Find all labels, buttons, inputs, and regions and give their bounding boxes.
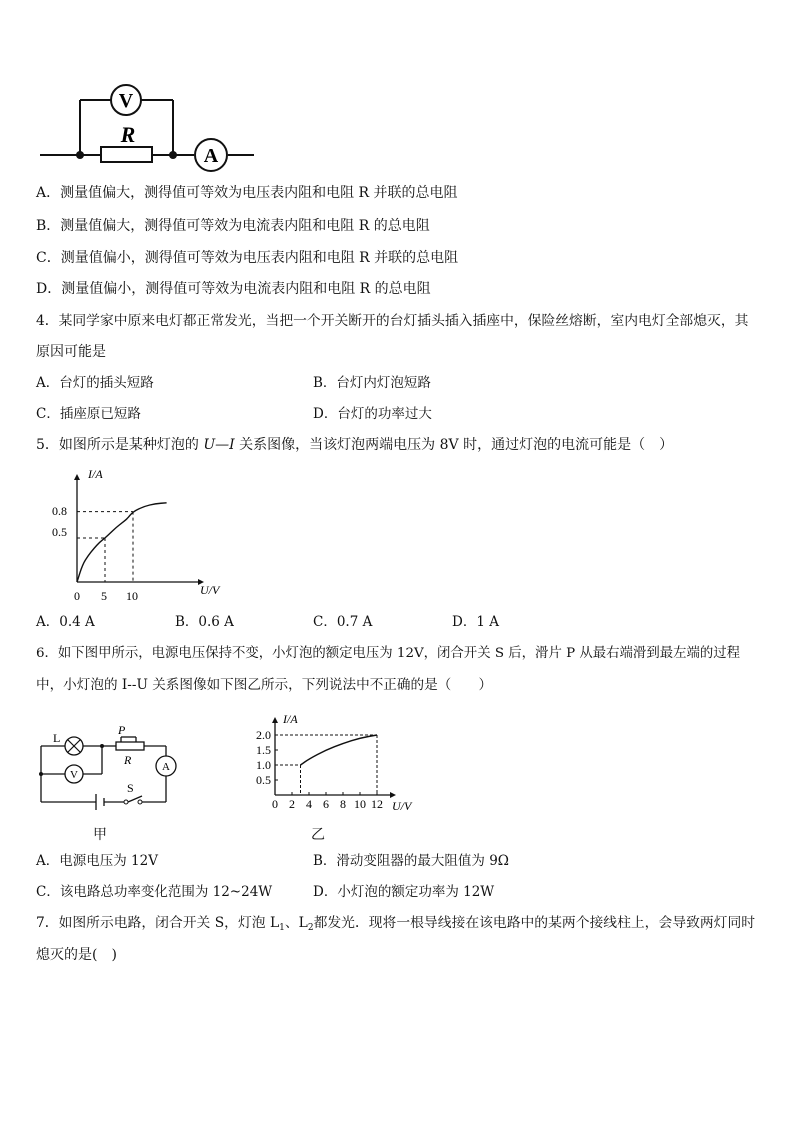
q4-stem-line1: 4．某同学家中原来电灯都正常发光，当把一个开关断开的台灯插头插入插座中，保险丝熔断，室内电灯全部熄灭，其 bbox=[36, 313, 749, 329]
q5-stem-b: 关系图像，当该灯泡两端电压为 8V 时，通过灯泡的电流可能是（ ） bbox=[234, 437, 674, 453]
q5-option-b: B．0.6 A bbox=[175, 614, 234, 630]
junction-dot-left bbox=[76, 151, 84, 159]
q6-x-tick-label: 10 bbox=[354, 797, 366, 811]
q5-stem-a: 5．如图所示是某种灯泡的 bbox=[36, 437, 204, 453]
q4-option-c: C．插座原已短路 bbox=[36, 406, 141, 422]
q6-circuit-figure bbox=[36, 722, 186, 812]
q6-x-tick-label: 8 bbox=[340, 797, 346, 811]
q6-stem-line1: 6．如下图甲所示，电源电压保持不变，小灯泡的额定电压为 12V，闭合开关 S 后，滑片 P 从最右端滑到最左端的过程 bbox=[36, 646, 741, 661]
q5-option-c: C．0.7 A bbox=[313, 614, 373, 630]
q6-y-tick-label: 1.5 bbox=[256, 743, 271, 757]
q6-switch-terminal-right bbox=[138, 800, 142, 804]
q4-option-b: B．台灯内灯泡短路 bbox=[313, 375, 431, 391]
q5-y-arrow bbox=[74, 474, 80, 480]
q6-graph-caption: 乙 bbox=[311, 827, 325, 843]
q4-stem-line2: 原因可能是 bbox=[36, 344, 106, 360]
q7-stem-line1 bbox=[36, 913, 755, 938]
q6-option-b: B．滑动变阻器的最大阻值为 9Ω bbox=[313, 853, 509, 869]
q3-circuit-figure bbox=[36, 80, 266, 180]
q3-option-b: B．测量值偏大，测得值可等效为电流表内阻和电阻 R 的总电阻 bbox=[36, 218, 430, 234]
q3-option-d: D．测量值偏小，测得值可等效为电流表内阻和电阻 R 的总电阻 bbox=[36, 281, 431, 297]
q6-y-tick-label: 0.5 bbox=[256, 773, 271, 787]
q5-x-axis-label: U/V bbox=[200, 583, 220, 597]
q7-sub-2: 2 bbox=[307, 923, 314, 933]
q7-sub-1: 1 bbox=[279, 923, 285, 933]
q6-y-tick-label: 2.0 bbox=[256, 728, 271, 742]
q6-circuit-caption: 甲 bbox=[93, 827, 107, 843]
q6-stem-line2: 中，小灯泡的 I--U 关系图像如下图乙所示，下列说法中不正确的是（ ） bbox=[36, 677, 493, 693]
q6-x-axis-label: U/V bbox=[392, 799, 412, 813]
q6-y-axis-label: I/A bbox=[283, 712, 298, 726]
q5-option-d: D．1 A bbox=[452, 614, 499, 630]
q5-ui-chart bbox=[40, 460, 230, 605]
q5-y-tick-0.5: 0.5 bbox=[52, 525, 67, 539]
q6-x-tick-label: 2 bbox=[289, 797, 295, 811]
q7-stem-line2: 熄灭的是( ) bbox=[36, 947, 117, 963]
q5-stem bbox=[36, 435, 673, 455]
q6-x-tick-label: 4 bbox=[306, 797, 312, 811]
q6-rheostat-label: R bbox=[124, 753, 132, 767]
q7-stem-c: 都发光．现将一根导线接在该电路中的某两个接线柱上，会导致两灯同时 bbox=[313, 915, 756, 931]
q5-y-tick-0.8: 0.8 bbox=[52, 504, 67, 518]
q4-option-d: D．台灯的功率过大 bbox=[313, 406, 432, 422]
resistor-symbol bbox=[101, 147, 152, 162]
q6-x-tick-label: 6 bbox=[323, 797, 329, 811]
q6-iu-graph bbox=[240, 712, 430, 817]
q6-rheostat-symbol bbox=[116, 742, 144, 750]
q5-ui-curve bbox=[77, 503, 167, 582]
q6-switch-label: S bbox=[127, 781, 134, 795]
q5-option-a: A．0.4 A bbox=[36, 614, 95, 630]
junction-dot-right bbox=[169, 151, 177, 159]
q6-iu-curve bbox=[301, 735, 378, 765]
q6-x-tick-label: 12 bbox=[371, 797, 383, 811]
q3-option-c: C．测量值偏小，测得值可等效为电压表内阻和电阻 R 并联的总电阻 bbox=[36, 250, 459, 266]
q6-option-d: D．小灯泡的额定功率为 12W bbox=[313, 884, 495, 900]
q6-x-tick-label: 0 bbox=[272, 797, 278, 811]
q5-x-tick-10: 10 bbox=[126, 589, 138, 603]
q6-voltmeter-label: V bbox=[70, 769, 78, 781]
q7-stem-a: 7．如图所示电路，闭合开关 S，灯泡 L bbox=[36, 915, 280, 931]
q5-y-axis-label: I/A bbox=[88, 467, 103, 481]
q6-slider-label: P bbox=[118, 723, 126, 737]
q4-option-a: A．台灯的插头短路 bbox=[36, 375, 154, 391]
q6-option-c: C．该电路总功率变化范围为 12~24W bbox=[36, 884, 273, 900]
resistor-label: R bbox=[120, 122, 136, 147]
q7-stem-b: 、L bbox=[284, 915, 308, 931]
q3-option-a: A．测量值偏大，测得值可等效为电压表内阻和电阻 R 并联的总电阻 bbox=[36, 185, 458, 201]
ammeter-label: A bbox=[203, 145, 219, 167]
q6-ammeter-label: A bbox=[162, 761, 170, 773]
q6-switch-terminal-left bbox=[124, 800, 128, 804]
q5-x-tick-0: 0 bbox=[74, 589, 80, 603]
q6-x-arrow bbox=[390, 792, 396, 798]
q6-option-a: A．电源电压为 12V bbox=[36, 853, 158, 869]
voltmeter-label: V bbox=[118, 90, 134, 112]
q5-stem-variable: U—I bbox=[203, 437, 235, 453]
q5-x-tick-5: 5 bbox=[101, 589, 107, 603]
q6-y-arrow bbox=[272, 717, 278, 723]
q6-y-tick-label: 1.0 bbox=[256, 758, 271, 772]
q6-lamp-label: L bbox=[53, 731, 61, 745]
